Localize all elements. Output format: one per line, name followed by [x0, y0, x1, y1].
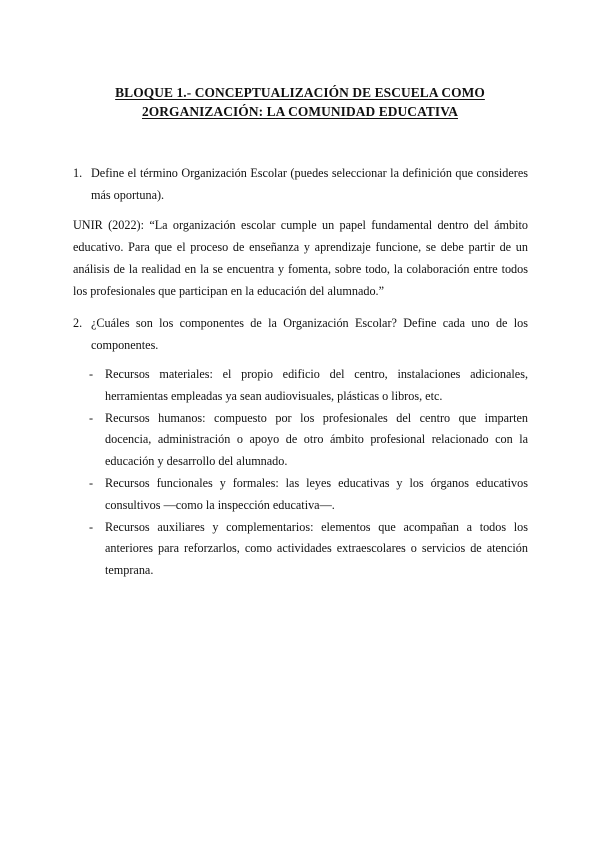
- title-line-2: 2ORGANIZACIÓN: LA COMUNIDAD EDUCATIVA: [141, 104, 459, 119]
- list-item: [89, 408, 528, 473]
- bullet-dash: -: [89, 519, 94, 534]
- question-2-number: 2.: [73, 316, 83, 330]
- bullet-dash: -: [89, 367, 94, 381]
- bullet-dash: -: [89, 410, 94, 425]
- question-1-text: Define el término Organización Escolar (puedes seleccionar la definición que consideres más oportuna).: [91, 166, 528, 202]
- question-1: [73, 162, 528, 206]
- document-title: [90, 83, 510, 121]
- list-item-text: Recursos auxiliares y complementarios: elementos que acompañan a todos los anteriores para reforzarlos, como actividades extraescolares o servicios de atención temprana.: [105, 519, 528, 578]
- list-item-text: Recursos funcionales y formales: las leyes educativas y los órganos educativos consultivos —como la inspección educativa—.: [105, 475, 528, 512]
- list-item: [89, 517, 528, 582]
- list-item: [89, 364, 528, 408]
- title-line-1: BLOQUE 1.- CONCEPTUALIZACIÓN DE ESCUELA COMO: [115, 85, 485, 100]
- bullet-dash: -: [89, 475, 94, 490]
- answer-1-paragraph: UNIR (2022): “La organización escolar cumple un papel fundamental dentro del ámbito educativo. Para que el proceso de enseñanza y aprendizaje funcione, se debe partir de un análisis de la realidad en la se encuentra y fomenta, sobre todo, la colaboración entre todos los profesionales que participan en la educación del alumnado.”: [73, 218, 528, 298]
- components-list: [89, 364, 528, 582]
- question-2: [73, 312, 528, 356]
- list-item: [89, 473, 528, 517]
- list-item-text: Recursos materiales: el propio edificio del centro, instalaciones adicionales, herramientas empleadas ya sean audiovisuales, plásticas o libros, etc.: [105, 367, 528, 403]
- question-1-number: 1.: [73, 166, 83, 180]
- list-item-text: Recursos humanos: compuesto por los profesionales del centro que imparten docencia, administración o apoyo de otro ámbito profesional relacionado con la educación y desarrollo del alumnado.: [105, 410, 528, 469]
- question-2-text: ¿Cuáles son los componentes de la Organización Escolar? Define cada uno de los componentes.: [91, 316, 528, 352]
